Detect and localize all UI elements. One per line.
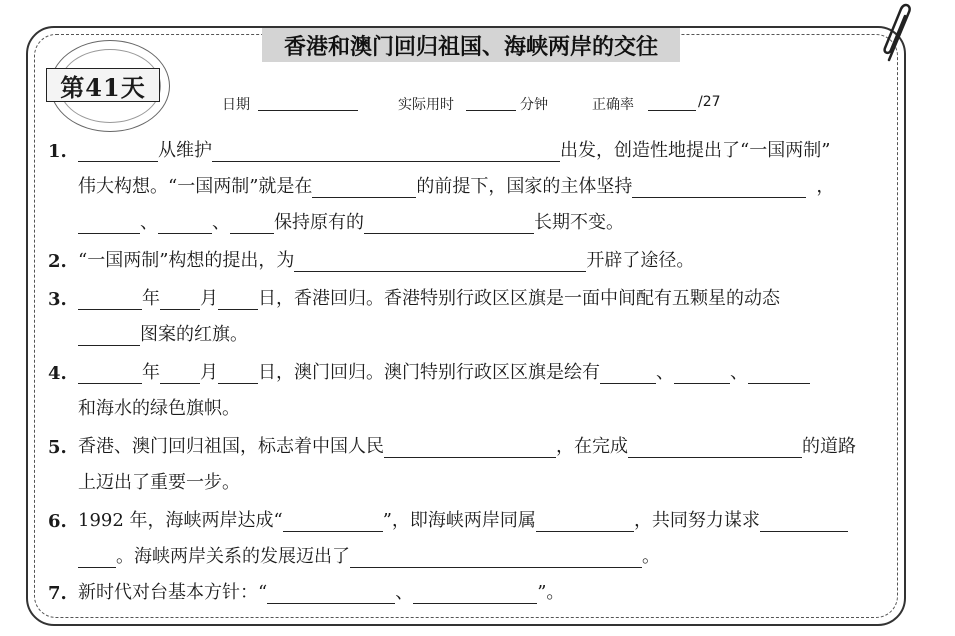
date-label: 日期: [222, 97, 250, 113]
question-text: 的前提下，国家的主体坚持: [416, 176, 633, 197]
answer-blank[interactable]: [78, 289, 142, 310]
question-text: 开辟了途径。: [586, 250, 695, 271]
answer-blank[interactable]: [312, 177, 416, 198]
meta-row: [0, 94, 955, 114]
question-number: 2.: [48, 251, 67, 272]
question-text: 1992 年，海峡两岸达成“: [78, 510, 283, 531]
question-text: 的道路: [802, 436, 856, 457]
question-number: 4.: [48, 363, 67, 384]
answer-blank[interactable]: [294, 251, 586, 272]
answer-blank[interactable]: [674, 363, 730, 384]
answer-blank[interactable]: [760, 511, 848, 532]
question-text: ，: [816, 176, 835, 197]
accuracy-total: /27: [698, 94, 721, 110]
answer-blank[interactable]: [212, 141, 560, 162]
answer-blank[interactable]: [413, 583, 537, 604]
question-text: ，在完成: [556, 436, 628, 457]
answer-blank[interactable]: [628, 437, 802, 458]
question-text: 、: [212, 212, 230, 233]
question-text: “一国两制”构想的提出，为: [78, 250, 295, 271]
question-text: 月: [200, 288, 218, 309]
question-text: 、: [395, 582, 414, 603]
answer-blank[interactable]: [78, 213, 140, 234]
answer-blank[interactable]: [78, 547, 116, 568]
question-text: 香港、澳门回归祖国，标志着中国人民: [78, 436, 384, 457]
paperclip-icon: [875, 2, 919, 64]
page-title: 香港和澳门回归祖国、海峡两岸的交往: [262, 28, 680, 62]
answer-blank[interactable]: [536, 511, 634, 532]
question-text: 新时代对台基本方针：“: [78, 582, 268, 603]
question-text: 。: [642, 546, 660, 567]
question-text: 年: [142, 362, 160, 383]
question-text: 上迈出了重要一步。: [78, 472, 240, 493]
question-text: 保持原有的: [274, 212, 364, 233]
day-badge-label: 第41天: [46, 68, 160, 102]
answer-blank[interactable]: [158, 213, 212, 234]
answer-blank[interactable]: [384, 437, 556, 458]
question-text: 和海水的绿色旗帜。: [78, 398, 240, 419]
answer-blank[interactable]: [283, 511, 383, 532]
question-text: ”。: [537, 582, 565, 603]
answer-blank[interactable]: [230, 213, 274, 234]
question-text: 日，澳门回归。澳门特别行政区区旗是绘有: [258, 362, 600, 383]
time-unit: 分钟: [520, 97, 548, 113]
answer-blank[interactable]: [364, 213, 534, 234]
answer-blank[interactable]: [78, 325, 140, 346]
question-text: 、: [140, 212, 158, 233]
question-text: 。海峡两岸关系的发展迈出了: [116, 546, 350, 567]
question-number: 7.: [48, 583, 67, 604]
question-text: 、: [730, 362, 748, 383]
answer-blank[interactable]: [600, 363, 656, 384]
answer-blank[interactable]: [748, 363, 810, 384]
question-text: 图案的红旗。: [140, 324, 248, 345]
question-text: 、: [656, 362, 674, 383]
answer-blank[interactable]: [78, 363, 142, 384]
answer-blank[interactable]: [632, 177, 806, 198]
question-text: 年: [142, 288, 160, 309]
question-text: 从维护: [158, 140, 212, 161]
answer-blank[interactable]: [160, 289, 200, 310]
answer-blank[interactable]: [218, 289, 258, 310]
question-number: 6.: [48, 511, 67, 532]
question-number: 5.: [48, 437, 67, 458]
question-text: 日，香港回归。香港特别行政区区旗是一面中间配有五颗星的动态: [258, 288, 780, 309]
answer-blank[interactable]: [160, 363, 200, 384]
time-label: 实际用时: [398, 97, 454, 113]
question-number: 3.: [48, 289, 67, 310]
question-number: 1.: [48, 141, 67, 162]
question-text: 长期不变。: [534, 212, 624, 233]
question-text: ”，即海峡两岸同属: [382, 510, 536, 531]
accuracy-label: 正确率: [592, 97, 634, 113]
question-text: 月: [200, 362, 218, 383]
answer-blank[interactable]: [218, 363, 258, 384]
question-text: ，共同努力谋求: [633, 510, 760, 531]
question-text: 出发，创造性地提出了“一国两制”: [560, 140, 831, 161]
question-text: 伟大构想。“一国两制”就是在: [78, 176, 313, 197]
answer-blank[interactable]: [78, 141, 158, 162]
answer-blank[interactable]: [267, 583, 395, 604]
answer-blank[interactable]: [350, 547, 642, 568]
